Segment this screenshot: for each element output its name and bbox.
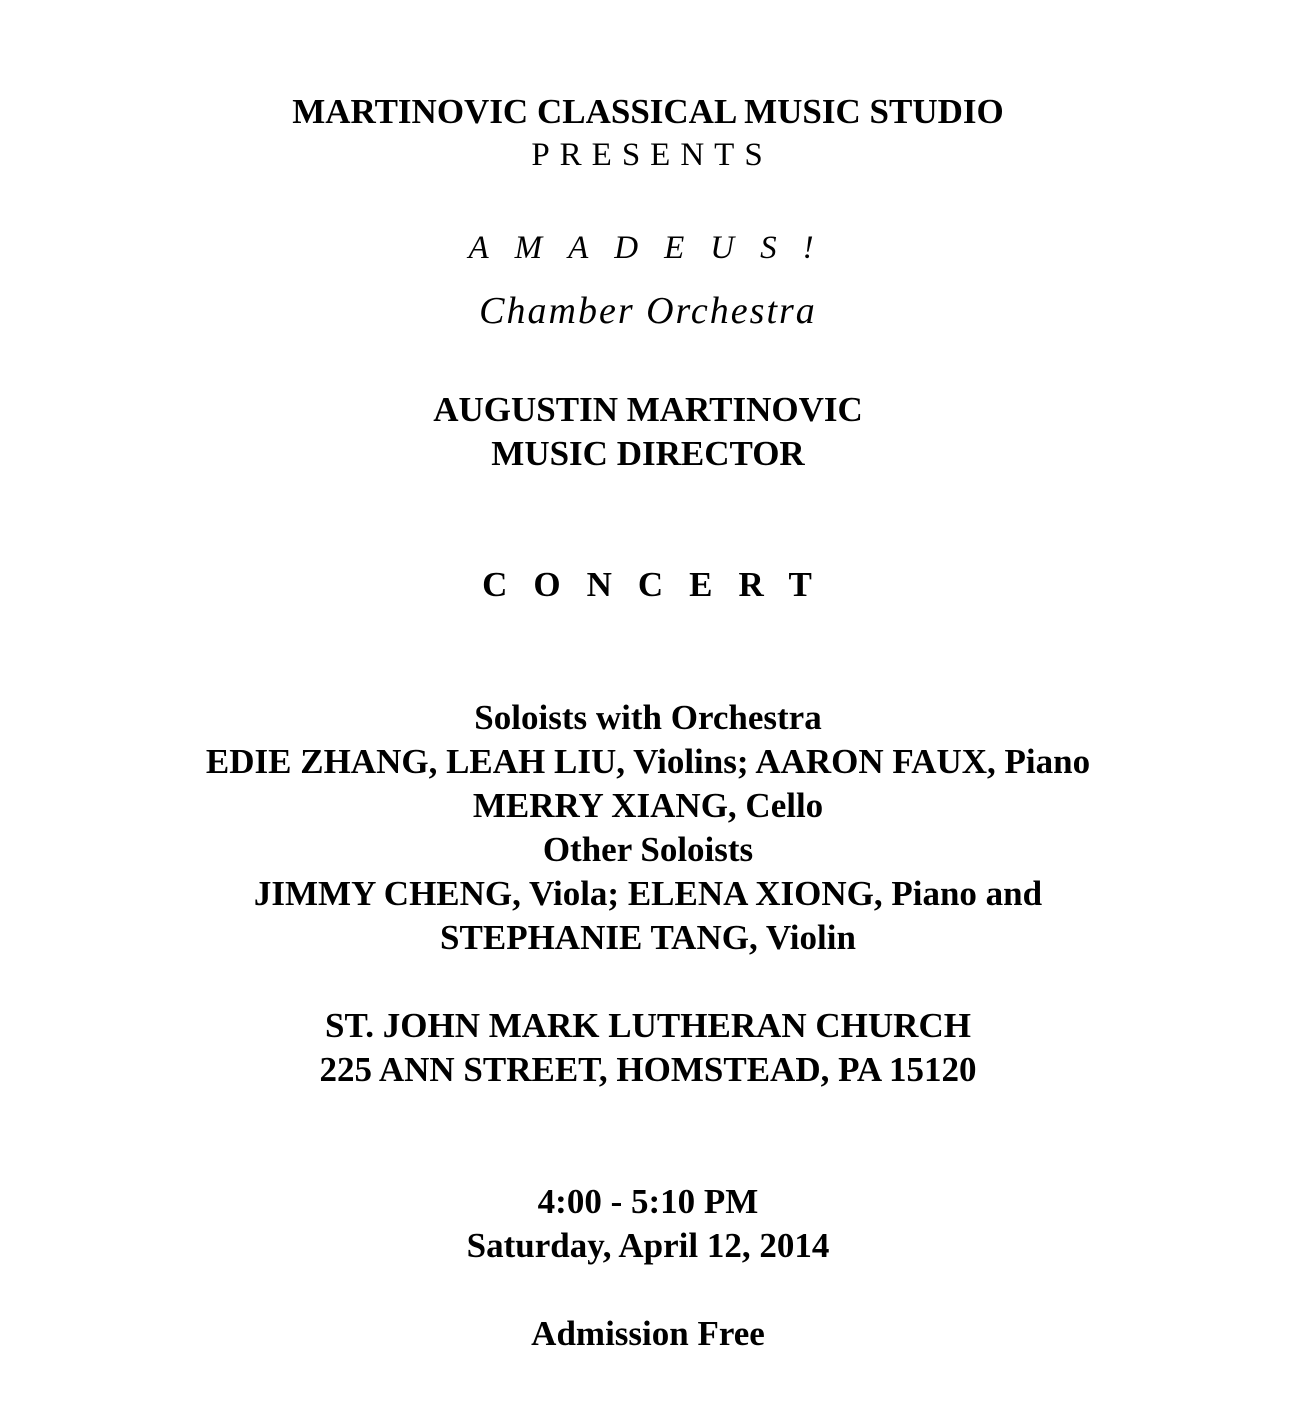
director-name: AUGUSTIN MARTINOVIC xyxy=(433,390,863,429)
ensemble-subtitle: Chamber Orchestra xyxy=(479,290,817,332)
orchestra-soloists-line: EDIE ZHANG, LEAH LIU, Violins; AARON FAUX, Piano xyxy=(205,742,1091,781)
venue-address: 225 ANN STREET, HOMSTEAD, PA 15120 xyxy=(319,1050,977,1089)
orchestra-soloists-heading: Soloists with Orchestra xyxy=(474,698,822,737)
other-soloists-heading: Other Soloists xyxy=(542,830,754,869)
admission-note: Admission Free xyxy=(531,1314,765,1353)
event-type: CONCERT xyxy=(482,565,838,604)
venue-name: ST. JOHN MARK LUTHERAN CHURCH xyxy=(325,1006,971,1045)
event-date: Saturday, April 12, 2014 xyxy=(466,1226,830,1265)
director-title: MUSIC DIRECTOR xyxy=(491,434,805,473)
other-soloists-line: JIMMY CHENG, Viola; ELENA XIONG, Piano and xyxy=(253,874,1043,913)
presents-label: PRESENTS xyxy=(531,137,773,173)
other-soloists-line: STEPHANIE TANG, Violin xyxy=(440,918,856,957)
orchestra-soloists-line: MERRY XIANG, Cello xyxy=(472,786,824,825)
studio-name: MARTINOVIC CLASSICAL MUSIC STUDIO xyxy=(292,92,1004,131)
event-time: 4:00 - 5:10 PM xyxy=(537,1182,759,1221)
ensemble-name: AMADEUS! xyxy=(468,230,840,266)
